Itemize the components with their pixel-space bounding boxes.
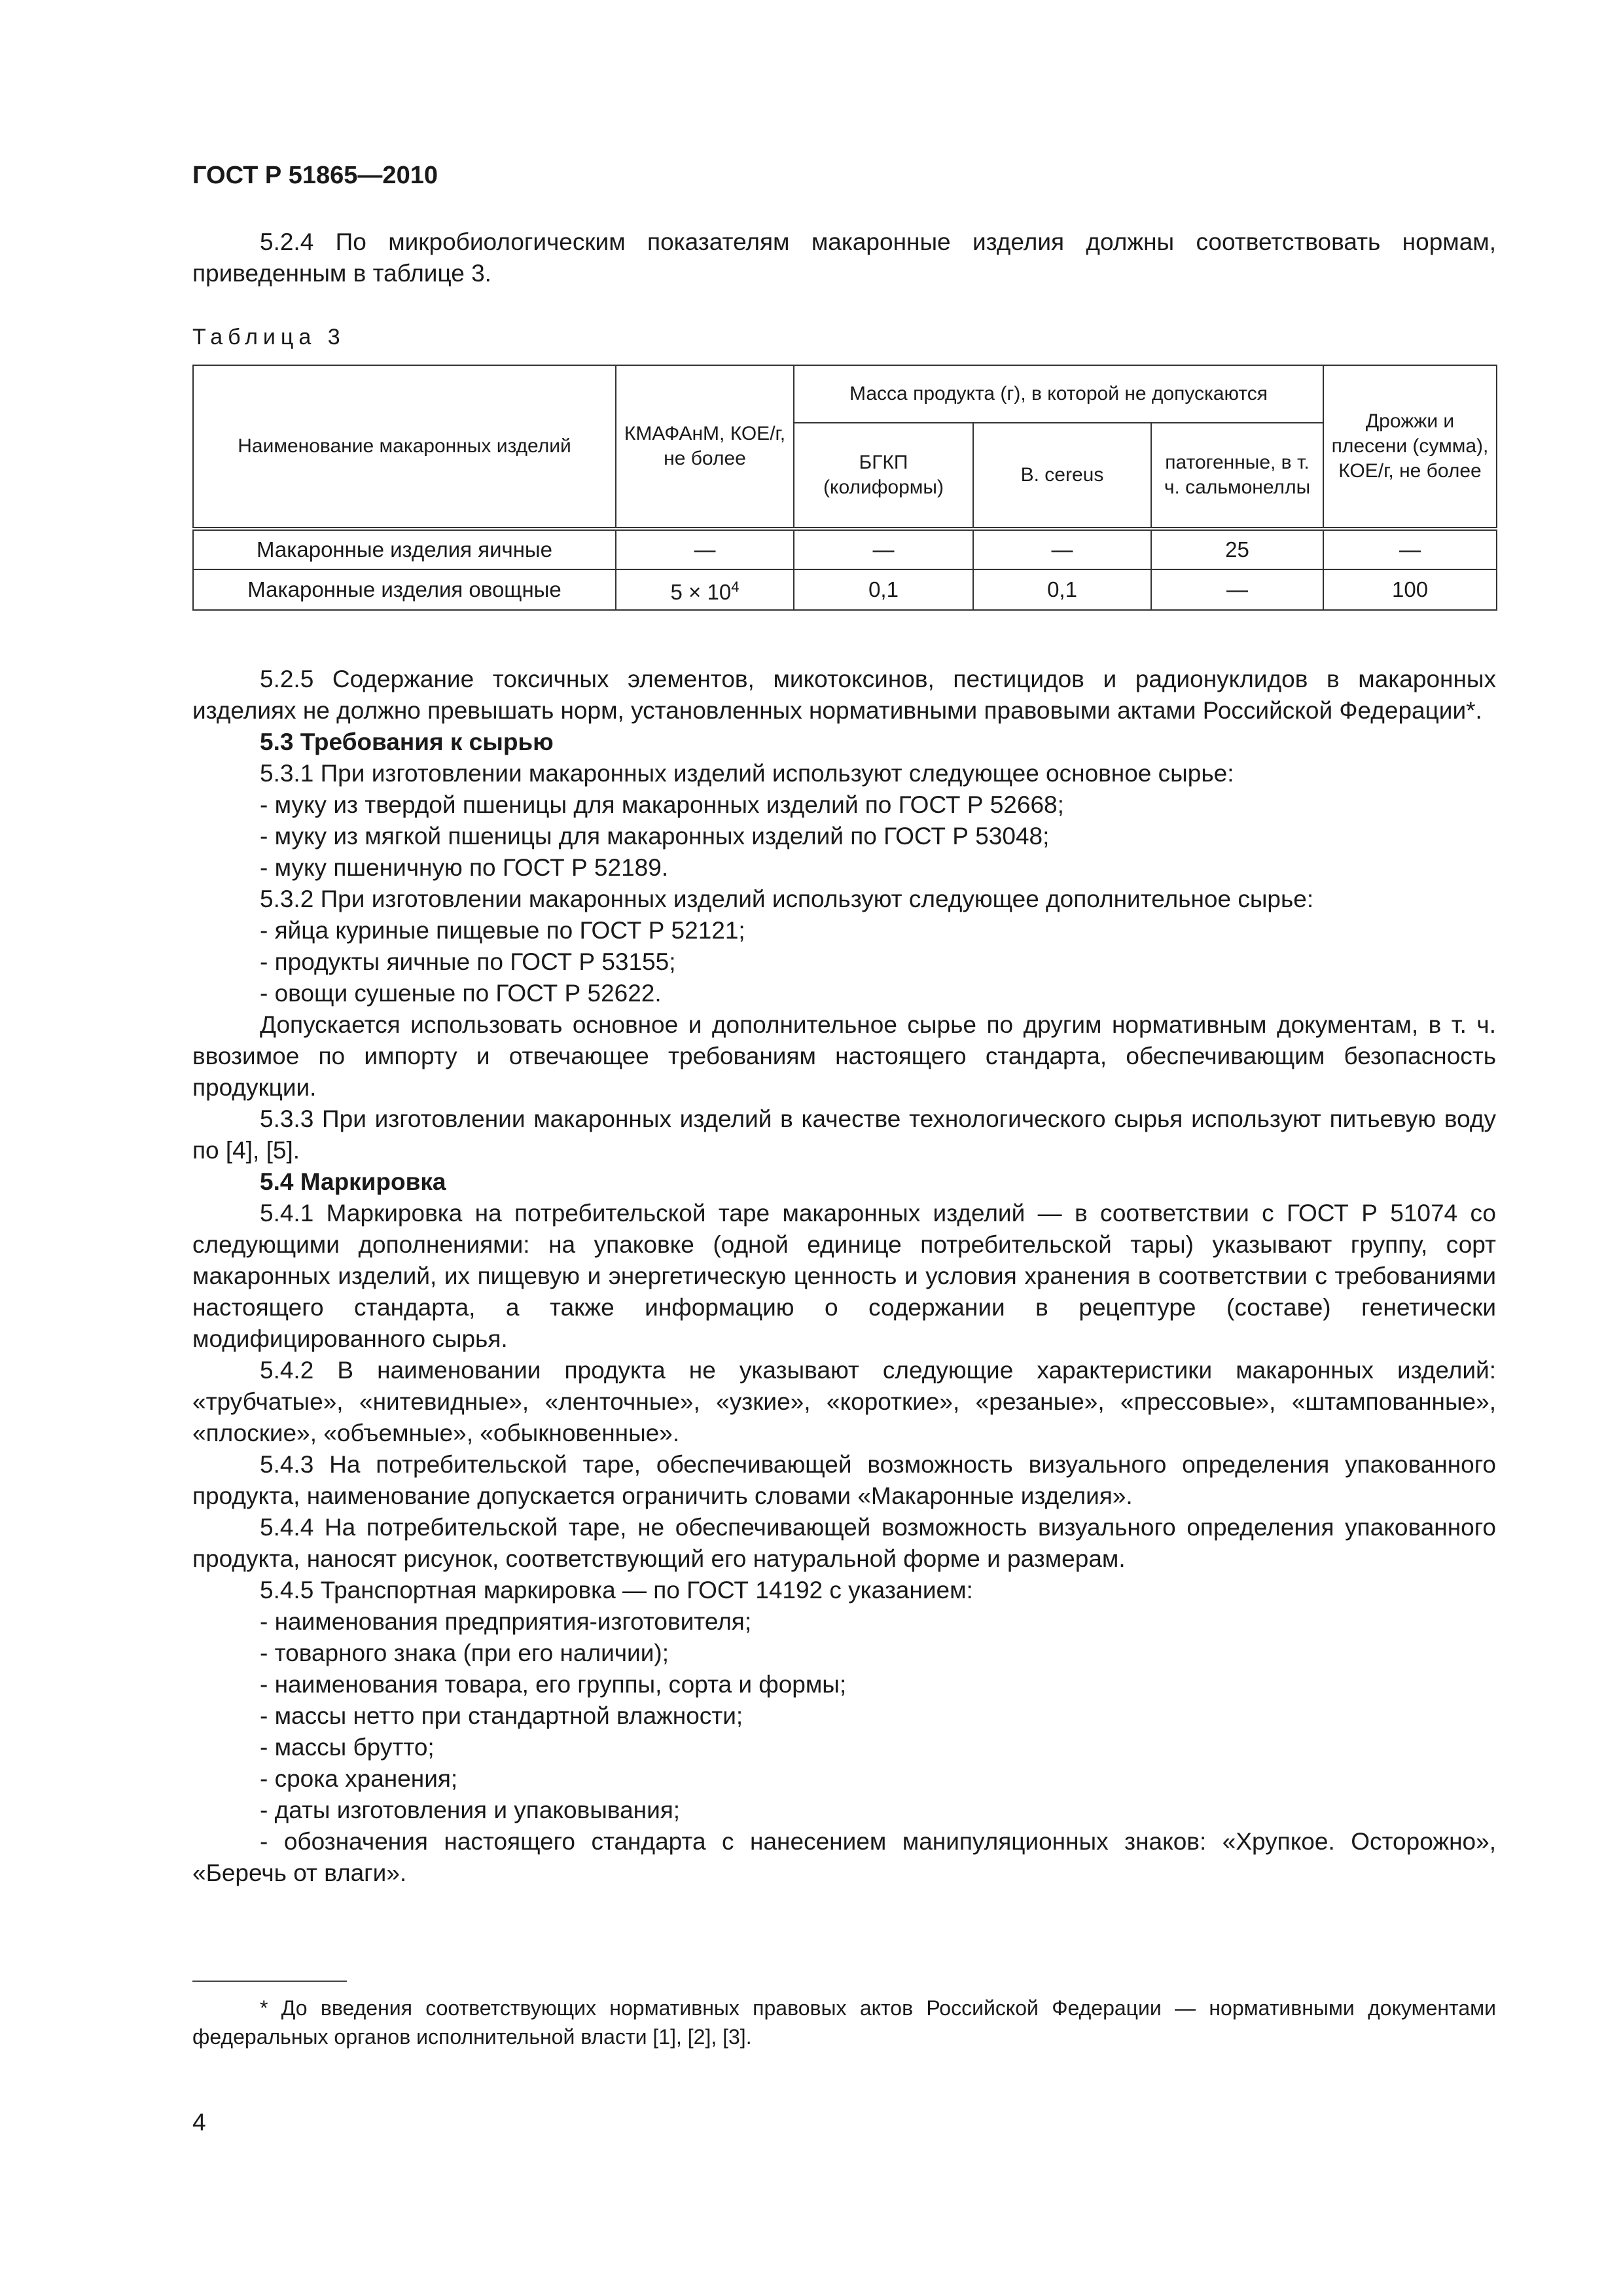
paragraph-5-3-1: 5.3.1 При изготовлении макаронных изделий используют следующее основное сырье: — [260, 760, 1234, 787]
list-item: - продукты яичные по ГОСТ Р 53155; — [260, 948, 676, 975]
footnote: * До введения соответствующих нормативных правовых актов Российской Федерации — нормативными документами федеральных органов исполнительной власти [1], [2], [3]. — [192, 1996, 1496, 2049]
list-item-last: - обозначения настоящего стандарта с нанесением манипуляционных знаков: «Хрупкое. Осторожно», «Беречь от влаги». — [192, 1828, 1496, 1886]
cell-bgkp: — — [794, 529, 973, 569]
header-product-name: Наименование макаронных изделий — [193, 365, 616, 529]
cell-name: Макаронные изделия овощные — [193, 569, 616, 610]
cell-pathogens: — — [1151, 569, 1323, 610]
header-bgkp: БГКП (колиформы) — [794, 423, 973, 529]
cell-yeast: 100 — [1323, 569, 1497, 610]
header-mass-group: Масса продукта (г), в которой не допускаются — [794, 365, 1323, 423]
paragraph-5-4-3: 5.4.3 На потребительской таре, обеспечивающей возможность визуального определения упакованного продукта, наименование допускается ограничить словами «Макаронные изделия». — [192, 1451, 1496, 1509]
paragraph-5-4-5: 5.4.5 Транспортная маркировка — по ГОСТ 14192 с указанием: — [260, 1577, 973, 1604]
list-item: - массы нетто при стандартной влажности; — [260, 1702, 743, 1729]
paragraph-5-3-2: 5.3.2 При изготовлении макаронных изделий используют следующее дополнительное сырье: — [260, 886, 1314, 912]
kmafanm-base: 5 × 10 — [670, 580, 732, 604]
list-item: - муку пшеничную по ГОСТ Р 52189. — [260, 854, 669, 881]
list-item: - муку из твердой пшеницы для макаронных изделий по ГОСТ Р 52668; — [260, 791, 1064, 818]
paragraph-5-4-2: 5.4.2 В наименовании продукта не указывают следующие характеристики макаронных изделий: «трубчатые», «нитевидные», «ленточные», «узкие», «короткие», «резаные», «прессовые», «штампованные», «плоские», «объемные», «обыкновенные». — [192, 1357, 1496, 1446]
kmafanm-exponent: 4 — [731, 579, 740, 595]
header-kmafanm: КМАФАнМ, КОЕ/г, не более — [616, 365, 794, 529]
cell-bgkp: 0,1 — [794, 569, 973, 610]
cell-bcereus: — — [973, 529, 1151, 569]
paragraph-5-3-3: 5.3.3 При изготовлении макаронных изделий в качестве технологического сырья используют питьевую воду по [4], [5]. — [192, 1105, 1496, 1164]
list-item: - яйца куриные пищевые по ГОСТ Р 52121; — [260, 917, 745, 944]
main-text — [192, 664, 1496, 1889]
list-item: - муку из мягкой пшеницы для макаронных изделий по ГОСТ Р 53048; — [260, 823, 1050, 850]
list-item: - товарного знака (при его наличии); — [260, 1640, 669, 1666]
table-caption: Таблица 3 — [192, 325, 346, 350]
table-row — [193, 569, 1497, 610]
list-item: - срока хранения; — [260, 1765, 458, 1792]
paragraph-5-2-4: 5.2.4 По микробиологическим показателям макаронные изделия должны соответствовать нормам, приведенным в таблице 3. — [192, 228, 1496, 287]
cell-kmafanm: — — [616, 529, 794, 569]
header-pathogens: патогенные, в т. ч. сальмонеллы — [1151, 423, 1323, 529]
cell-yeast: — — [1323, 529, 1497, 569]
heading-5-3: 5.3 Требования к сырью — [260, 728, 554, 755]
page-number: 4 — [192, 2109, 206, 2136]
list-item: - овощи сушеные по ГОСТ Р 52622. — [260, 980, 662, 1007]
footnote-divider — [192, 1981, 347, 1982]
list-item: - наименования предприятия-изготовителя; — [260, 1608, 752, 1635]
paragraph-5-2-5: 5.2.5 Содержание токсичных элементов, микотоксинов, пестицидов и радионуклидов в макаронных изделиях не должно превышать норм, установленных нормативными правовыми актами Российской Федерации*. — [192, 666, 1496, 724]
list-item: - массы брутто; — [260, 1734, 435, 1761]
list-item: - даты изготовления и упаковывания; — [260, 1797, 681, 1823]
cell-name: Макаронные изделия яичные — [193, 529, 616, 569]
clause-5-2-4 — [192, 226, 1496, 289]
table-row — [193, 529, 1497, 569]
heading-5-4: 5.4 Маркировка — [260, 1168, 446, 1195]
table-3 — [192, 365, 1497, 611]
cell-kmafanm — [616, 569, 794, 610]
list-item: - наименования товара, его группы, сорта и формы; — [260, 1671, 847, 1698]
paragraph-5-4-1: 5.4.1 Маркировка на потребительской таре макаронных изделий — в соответствии с ГОСТ Р 51074 со следующими дополнениями: на упаковке (одной единице потребительской тары) указывают группу, сорт макаронных изделий, их пищевую и энергетическую ценность и условия хранения в соответствии с требованиями настоящего стандарта, а также информацию о содержании в рецептуре (составе) генетически модифицированного сырья. — [192, 1200, 1496, 1352]
header-bcereus: B. cereus — [973, 423, 1151, 529]
paragraph-5-3-2-note: Допускается использовать основное и дополнительное сырье по другим нормативным документам, в т. ч. ввозимое по импорту и отвечающее требованиям настоящего стандарта, обеспечивающим безопасность продукции. — [192, 1011, 1496, 1101]
header-yeast-mould: Дрожжи и плесени (сумма), КОЕ/г, не более — [1323, 365, 1497, 529]
paragraph-5-4-4: 5.4.4 На потребительской таре, не обеспечивающей возможность визуального определения упакованного продукта, наносят рисунок, соответствующий его натуральной форме и размерам. — [192, 1514, 1496, 1572]
cell-bcereus: 0,1 — [973, 569, 1151, 610]
document-code: ГОСТ Р 51865—2010 — [192, 162, 438, 189]
cell-pathogens: 25 — [1151, 529, 1323, 569]
